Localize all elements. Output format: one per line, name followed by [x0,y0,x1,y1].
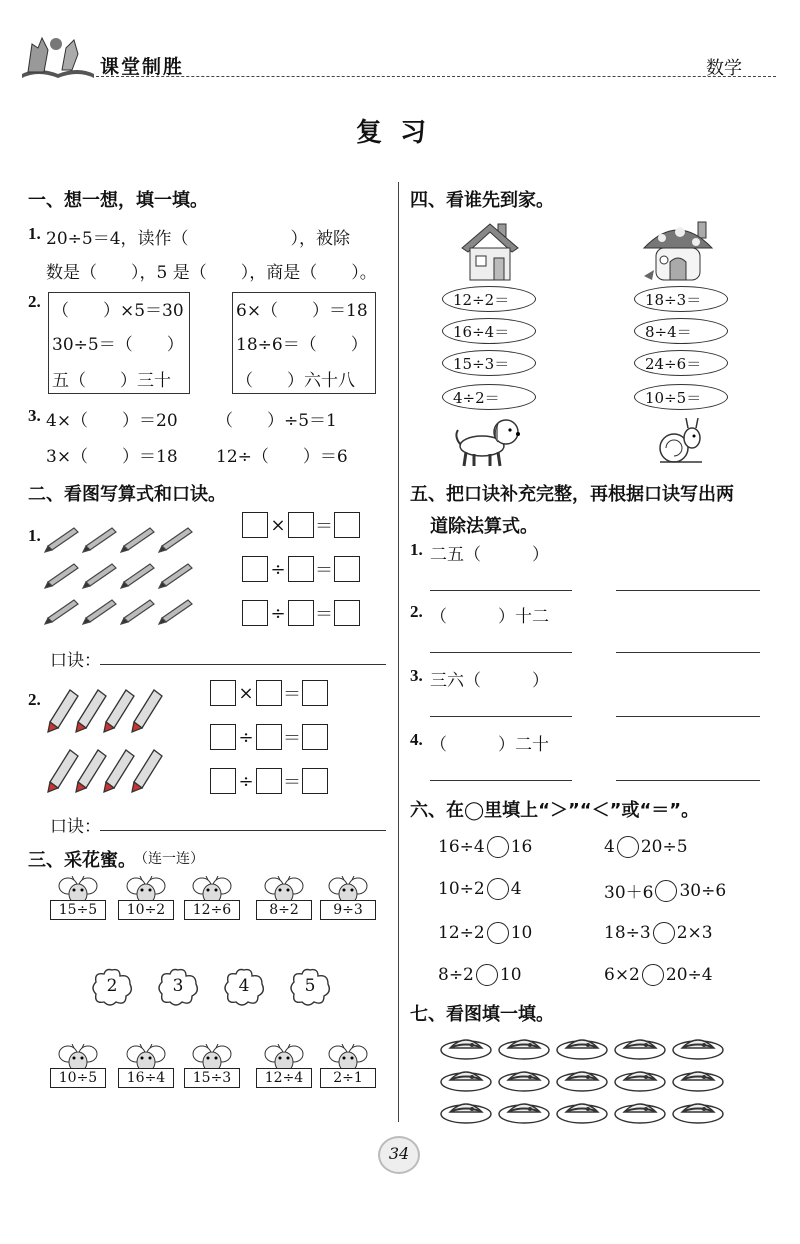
s1-q3-item: 12÷（ ）＝6 [216,447,348,467]
bee-label[interactable]: 2÷1 [320,1068,376,1088]
s1-box-b-line: （ ）六十八 [236,371,355,391]
bee-label[interactable]: 15÷5 [50,900,106,920]
bee-label[interactable]: 12÷4 [256,1068,312,1088]
red-pencils-image [44,684,174,794]
answer-box[interactable] [334,512,360,538]
equals: ＝ [283,728,301,749]
equals: ＝ [315,604,333,625]
equation-oval-right[interactable]: 8÷4＝ [634,318,728,344]
answer-line[interactable] [616,780,760,781]
equation-oval-right[interactable]: 24÷6＝ [634,350,728,376]
s2-q2-koujue-line[interactable] [100,830,386,831]
bee-label[interactable]: 12÷6 [184,900,240,920]
s1-box-a-line: 30÷5＝（ ） [52,335,184,355]
equation-oval-left[interactable]: 12÷2＝ [442,286,536,312]
s5-item-text: 三六（ ） [430,671,549,691]
operator: × [238,682,254,704]
s2-q2-eq2 [210,724,328,750]
compare-right: 16 [510,837,533,857]
compare-left: 10÷2 [438,879,485,899]
s1-box-a-line: （ ）×5＝30 [52,301,184,321]
answer-line[interactable] [616,716,760,717]
answer-box[interactable] [210,680,236,706]
s1-box-b-line: 6×（ ）＝18 [236,301,368,321]
s5-item-num: 4. [410,730,423,749]
compare-circle[interactable] [617,836,639,858]
header-brand: 课堂制胜 [100,56,185,78]
s2-q1-num: 1. [28,526,41,545]
answer-line[interactable] [430,590,572,591]
operator: ÷ [238,726,254,748]
answer-box[interactable] [334,600,360,626]
compare-right: 30÷6 [679,880,727,901]
flower-number: 5 [304,976,316,996]
snail-squirrel-icon [652,414,708,468]
compare-circle[interactable] [487,922,509,944]
puppy-icon [452,414,524,468]
s5-item-text: （ ）十二 [430,607,549,627]
compare-right: 20÷4 [665,965,713,985]
flower-icon[interactable] [222,968,266,1006]
s1-q3-item: 3×（ ）＝18 [46,447,178,467]
answer-line[interactable] [616,652,760,653]
section-4-heading: 四、看谁先到家。 [410,190,554,211]
bee-label[interactable]: 10÷2 [118,900,174,920]
s2-q1-koujue-label: 口诀： [50,651,101,671]
mushroom-house-icon [640,216,716,286]
compare-circle[interactable] [487,836,509,858]
section-3-note: （连一连） [134,851,204,867]
s2-q1-eq3 [242,600,360,626]
compare-item [604,964,713,986]
column-divider [398,182,399,1122]
answer-box[interactable] [302,680,328,706]
answer-box[interactable] [210,724,236,750]
operator: ÷ [238,770,254,792]
s5-item-num: 2. [410,602,423,621]
s2-q2-koujue-label: 口诀： [50,817,101,837]
s1-q1-line1: 20÷5＝4，读作（ ），被除 [46,229,351,249]
equals: ＝ [315,516,333,537]
compare-right: 2×3 [676,923,713,943]
answer-box[interactable] [210,768,236,794]
equals: ＝ [283,772,301,793]
equation-oval-left[interactable]: 4÷2＝ [442,384,536,410]
section-5-heading-line2: 道除法算式。 [430,516,538,537]
s1-box-b-line: 18÷6＝（ ） [236,335,368,355]
compare-item [438,964,522,986]
flower-icon[interactable] [90,968,134,1006]
flower-number: 3 [172,976,184,996]
header-rule [96,76,776,77]
header-subject: 数学 [706,58,742,79]
flower-icon[interactable] [156,968,200,1006]
answer-box[interactable] [288,556,314,582]
s2-q2-eq1 [210,680,328,706]
section-5-heading-line1: 五、把口诀补充完整，再根据口诀写出两 [410,484,734,505]
answer-line[interactable] [430,780,572,781]
bee-label[interactable]: 8÷2 [256,900,312,920]
compare-left: 18÷3 [604,923,651,943]
compare-right: 10 [510,923,533,943]
flower-number: 4 [238,976,250,996]
page-number: 34 [388,1144,410,1163]
s1-q3-item: 4×（ ）＝20 [46,411,178,431]
bee-label[interactable]: 16÷4 [118,1068,174,1088]
answer-line[interactable] [616,590,760,591]
equation-oval-right[interactable]: 10÷5＝ [634,384,728,410]
answer-box[interactable] [302,768,328,794]
answer-box[interactable] [288,512,314,538]
compare-circle[interactable] [653,922,675,944]
answer-box[interactable] [256,768,282,794]
equals: ＝ [283,684,301,705]
compare-item [438,878,522,900]
compare-right: 4 [510,879,522,899]
answer-box[interactable] [334,556,360,582]
s1-q1-line2: 数是（ ），5 是（ ），商是（ ）。 [46,263,377,283]
equation-oval-left[interactable]: 16÷4＝ [442,318,536,344]
s5-item-text: （ ）二十 [430,735,549,755]
s1-q2-num: 2. [28,292,41,311]
compare-right: 10 [499,965,522,985]
s1-q1-num: 1. [28,224,41,243]
operator: × [270,514,286,536]
answer-line[interactable] [430,716,572,717]
s2-q1-koujue-line[interactable] [100,664,386,665]
section-1-heading: 一、想一想，填一填。 [28,190,208,211]
compare-left: 8÷2 [438,965,474,985]
s5-item-num: 3. [410,666,423,685]
compare-left: 16÷4 [438,837,485,857]
compare-left: 30＋6 [604,883,654,903]
compare-left: 12÷2 [438,923,485,943]
s2-q1-eq1 [242,512,360,538]
equation-oval-left[interactable]: 15÷3＝ [442,350,536,376]
pencils-image [44,516,204,626]
compare-item [438,836,532,858]
hats-image [440,1032,740,1124]
compare-left: 6×2 [604,965,640,985]
house-icon [458,218,522,284]
s1-box-a-line: 五（ ）三十 [52,371,171,391]
section-3-heading: 三、采花蜜。 [28,850,136,871]
bee-label[interactable]: 15÷3 [184,1068,240,1088]
s2-q1-eq2 [242,556,360,582]
bee-label[interactable]: 9÷3 [320,900,376,920]
s2-q2-eq3 [210,768,328,794]
answer-box[interactable] [256,724,282,750]
compare-circle[interactable] [487,878,509,900]
equation-oval-right[interactable]: 18÷3＝ [634,286,728,312]
answer-box[interactable] [288,600,314,626]
compare-right: 20÷5 [640,837,688,857]
s5-item-num: 1. [410,540,423,559]
compare-left: 4 [604,837,615,857]
compare-item [604,922,713,944]
compare-item [604,878,726,903]
section-6-heading: 六、在◯里填上“＞”“＜”或“＝”。 [410,800,700,821]
s1-q3-num: 3. [28,406,41,425]
page-title: 复 习 [356,118,427,148]
header-logo-icon [18,30,98,82]
flower-number: 2 [106,976,118,996]
compare-item [604,836,688,858]
answer-box[interactable] [256,680,282,706]
answer-box[interactable] [242,512,268,538]
flower-icon[interactable] [288,968,332,1006]
s5-item-text: 二五（ ） [430,545,549,565]
compare-circle[interactable] [642,964,664,986]
section-7-heading: 七、看图填一填。 [410,1004,554,1025]
answer-line[interactable] [430,652,572,653]
s1-q3-item: （ ）÷5＝1 [216,411,337,431]
compare-item [438,922,532,944]
operator: ÷ [270,602,286,624]
answer-box[interactable] [302,724,328,750]
section-2-heading: 二、看图写算式和口诀。 [28,484,226,505]
bee-label[interactable]: 10÷5 [50,1068,106,1088]
operator: ÷ [270,558,286,580]
compare-circle[interactable] [476,964,498,986]
answer-box[interactable] [242,600,268,626]
compare-circle[interactable] [655,880,677,902]
answer-box[interactable] [242,556,268,582]
equals: ＝ [315,560,333,581]
s2-q2-num: 2. [28,690,41,709]
